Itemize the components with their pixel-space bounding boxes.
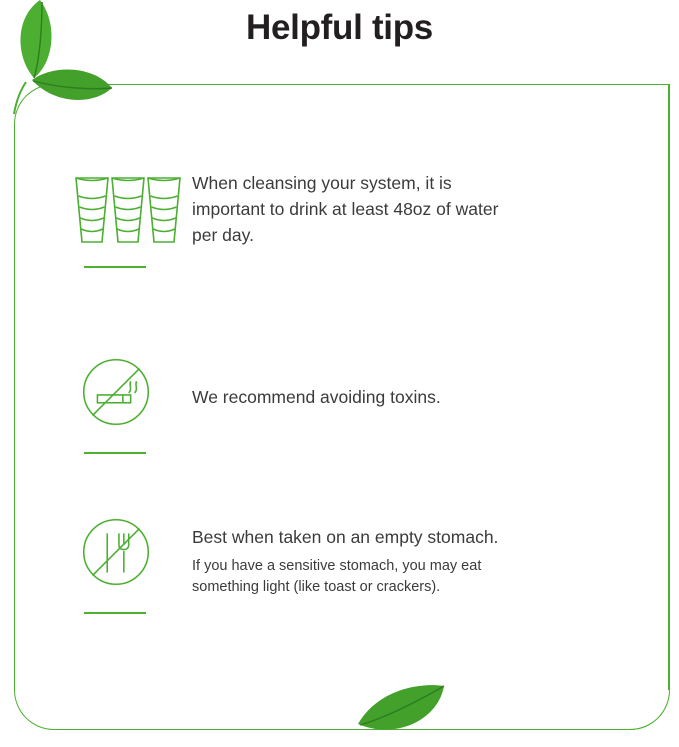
content-frame-right-edge [668, 84, 670, 690]
three-water-glasses-icon [72, 166, 182, 254]
tip-body [192, 348, 632, 410]
tip-divider [84, 452, 146, 454]
tip-divider [84, 612, 146, 614]
tip-icon-column [72, 166, 192, 268]
tip-icon-column [72, 348, 192, 454]
tip-text: We recommend avoiding toxins. [192, 387, 441, 407]
tip-divider [84, 266, 146, 268]
tip-subtext: If you have a sensitive stomach, you may eat something light (like toast or crackers). [192, 558, 482, 595]
no-food-icon [72, 508, 160, 596]
tip-icon-column [72, 508, 192, 614]
leaf-icon [352, 672, 452, 742]
no-smoking-icon [72, 348, 160, 436]
tip-body [192, 508, 632, 598]
tip-text: When cleansing your system, it is important to drink at least 48oz of water per day. [192, 173, 499, 245]
tip-item [72, 166, 632, 268]
tip-item [72, 508, 632, 614]
page-title: Helpful tips [246, 8, 433, 47]
content-frame-bottom-right-corner [628, 690, 670, 730]
tip-body [192, 166, 632, 248]
tip-item [72, 348, 632, 454]
tip-text: Best when taken on an empty stomach. [192, 527, 499, 547]
leaf-icon [2, 0, 122, 126]
